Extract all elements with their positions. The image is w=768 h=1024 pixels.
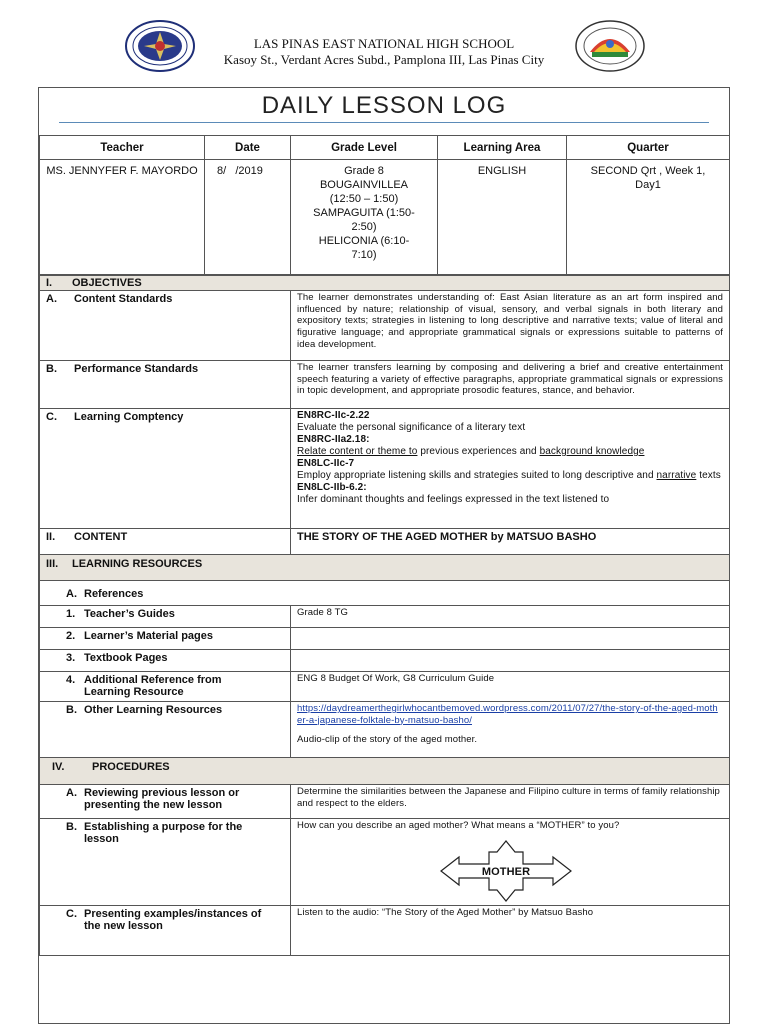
grade-line: 7:10)	[351, 249, 377, 261]
competency-text	[297, 470, 723, 482]
learning-competency-row	[40, 409, 730, 529]
item-letter: B.	[66, 821, 77, 833]
grade-line: 2:50)	[351, 221, 377, 233]
quarter-value	[567, 160, 730, 275]
procedure-b-label	[40, 819, 291, 906]
lesson-body-table	[39, 275, 730, 956]
learning-competency-label	[40, 409, 291, 529]
content-label	[40, 529, 291, 555]
additional-reference-label	[40, 672, 291, 702]
school-address: Kasoy St., Verdant Acres Subd., Pamplona III, Las Pinas City	[223, 52, 545, 67]
procedure-a-label	[40, 785, 291, 819]
item-number: 2.	[66, 630, 76, 642]
content-text: THE STORY OF THE AGED MOTHER by MATSUO BASHO	[291, 529, 730, 555]
competency-text: Evaluate the personal significance of a literary text	[297, 422, 526, 433]
other-resources-row	[40, 702, 730, 758]
resource-link[interactable]: https://daydreamerthegirlwhocantbemoved.wordpress.com/2011/07/27/the-story-of-the-aged-mother-a-japanese-folktale-by-matsuo-basho/	[297, 703, 718, 726]
procedure-a-row	[40, 785, 730, 819]
objectives-heading	[40, 276, 730, 291]
grade-level-value	[291, 160, 438, 275]
competency-code: EN8RC-IIc-2.22	[297, 410, 370, 421]
competency-text-part: previous experiences and	[417, 446, 540, 457]
title-area	[39, 88, 729, 135]
header-learning-area: Learning Area	[438, 136, 567, 160]
item-letter: C.	[46, 411, 57, 423]
header-grade-level: Grade Level	[291, 136, 438, 160]
item-letter: A.	[66, 787, 77, 799]
item-label: References	[84, 588, 144, 600]
item-label: Additional Reference from Learning Resource	[84, 674, 222, 698]
grade-line: SAMPAGUITA (1:50-	[313, 207, 415, 219]
additional-reference-value: ENG 8 Budget Of Work, G8 Curriculum Guide	[291, 672, 730, 702]
content-standards-label	[40, 291, 291, 361]
learning-competency-text	[291, 409, 730, 529]
additional-reference-row	[40, 672, 730, 702]
performance-standards-row	[40, 361, 730, 409]
info-values-row	[40, 160, 730, 275]
references-row	[40, 581, 730, 606]
performance-standards-text: The learner transfers learning by composing and delivering a brief and creative entertainment speech featuring a variety of effective paragraphs, appropriate grammatical signals or expressions in topic development, and appropriate prosodic features, stance, and behavior.	[291, 361, 730, 409]
item-label: Teacher’s Guides	[84, 608, 175, 620]
section-title: LEARNING RESOURCES	[72, 558, 203, 570]
school-header	[0, 0, 768, 85]
textbook-pages-label	[40, 650, 291, 672]
section-title: PROCEDURES	[92, 761, 170, 773]
grade-line: BOUGAINVILLEA	[319, 179, 409, 191]
section-number: I.	[46, 277, 53, 289]
grade-line: Grade 8	[344, 165, 384, 177]
header-date: Date	[205, 136, 291, 160]
competency-text	[297, 446, 723, 458]
teachers-guides-label	[40, 606, 291, 628]
lesson-log-table	[39, 135, 730, 275]
item-letter: A.	[66, 588, 77, 600]
procedure-c-label	[40, 906, 291, 956]
school-name: LAS PINAS EAST NATIONAL HIGH SCHOOL	[253, 36, 515, 51]
learning-resources-heading	[40, 555, 730, 581]
procedure-b-text	[291, 819, 730, 906]
competency-code: EN8LC-IIb-6.2:	[297, 482, 367, 493]
section-title: OBJECTIVES	[72, 277, 142, 289]
competency-text: Infer dominant thoughts and feelings expressed in the text listened to	[297, 494, 610, 505]
header-teacher: Teacher	[40, 136, 205, 160]
competency-text-part: texts	[696, 470, 721, 481]
learners-material-value	[291, 628, 730, 650]
other-resources-value	[291, 702, 730, 758]
teachers-guides-row	[40, 606, 730, 628]
content-standards-text: The learner demonstrates understanding of: East Asian literature as an art form inspired and influenced by nature; relationship of visual, sensory, and verbal signals in both literary and expository texts; strategies in listening to long descriptive and narrative texts; value of literal and figurative language; and appropriate grammatical signals or expressions suitable to patterns of idea development.	[291, 291, 730, 361]
underlined-text: background knowledge	[539, 446, 645, 457]
title-rule	[59, 122, 709, 123]
item-label: Learning Comptency	[74, 411, 184, 423]
competency-text-part: Employ appropriate listening skills and strategies suited to long descriptive and	[297, 470, 657, 481]
competency-code: EN8LC-IIc-7	[297, 458, 355, 469]
underlined-text: Relate content or theme to	[297, 446, 418, 457]
item-number: 3.	[66, 652, 76, 664]
learners-material-label	[40, 628, 291, 650]
item-label: Other Learning Resources	[84, 704, 223, 716]
content-row	[40, 529, 730, 555]
section-title: CONTENT	[74, 531, 128, 543]
underlined-text: narrative	[656, 470, 697, 481]
grade-line: (12:50 – 1:50)	[329, 193, 399, 205]
textbook-pages-value	[291, 650, 730, 672]
item-number: 1.	[66, 608, 76, 620]
section-number: IV.	[52, 761, 65, 773]
item-label: Presenting examples/instances of the new lesson	[84, 908, 262, 933]
item-label: Textbook Pages	[84, 652, 168, 664]
references-label	[40, 581, 730, 606]
lesson-log-document	[38, 87, 730, 1024]
item-number: 4.	[66, 674, 76, 686]
procedure-b-row	[40, 819, 730, 906]
teachers-guides-value: Grade 8 TG	[291, 606, 730, 628]
textbook-pages-row	[40, 650, 730, 672]
info-header-row	[40, 136, 730, 160]
resource-note: Audio-clip of the story of the aged mother.	[297, 734, 478, 746]
procedure-b-question: How can you describe an aged mother? What means a “MOTHER” to you?	[297, 820, 620, 831]
item-letter: C.	[66, 908, 77, 921]
item-label: Learner’s Material pages	[84, 630, 214, 642]
item-letter: B.	[66, 704, 77, 716]
learning-resources-section-row	[40, 555, 730, 581]
item-label: Content Standards	[74, 293, 173, 305]
competency-code: EN8RC-IIa2.18:	[297, 434, 370, 445]
objectives-section-row	[40, 276, 730, 291]
item-letter: A.	[46, 293, 57, 305]
four-way-arrow-diagram	[439, 840, 573, 902]
content-standards-row	[40, 291, 730, 361]
date-value: 8/ /2019	[205, 160, 291, 275]
mother-label: MOTHER	[481, 865, 531, 878]
procedure-c-text: Listen to the audio: “The Story of the Aged Mother” by Matsuo Basho	[291, 906, 730, 956]
item-label: Establishing a purpose for the lesson	[84, 821, 243, 845]
header-quarter: Quarter	[567, 136, 730, 160]
other-resources-label	[40, 702, 291, 758]
procedure-c-row	[40, 906, 730, 956]
mother-diagram	[297, 840, 723, 906]
document-title: DAILY LESSON LOG	[261, 92, 507, 119]
procedure-a-text: Determine the similarities between the Japanese and Filipino culture in terms of family relationship and respect to the elders.	[291, 785, 730, 819]
procedures-heading	[40, 758, 730, 785]
section-number: II.	[46, 531, 56, 543]
item-label: Reviewing previous lesson or presenting the new lesson	[84, 787, 240, 811]
procedures-section-row	[40, 758, 730, 785]
quarter-line: Day1	[635, 179, 661, 191]
quarter-line: SECOND Qrt , Week 1,	[590, 165, 706, 177]
item-letter: B.	[46, 363, 57, 375]
learning-area-value: ENGLISH	[438, 160, 567, 275]
teacher-value: MS. JENNYFER F. MAYORDO	[40, 160, 205, 275]
learners-material-row	[40, 628, 730, 650]
section-number: III.	[46, 558, 59, 570]
item-label: Performance Standards	[74, 363, 199, 375]
performance-standards-label	[40, 361, 291, 409]
grade-line: HELICONIA (6:10-	[318, 235, 410, 247]
